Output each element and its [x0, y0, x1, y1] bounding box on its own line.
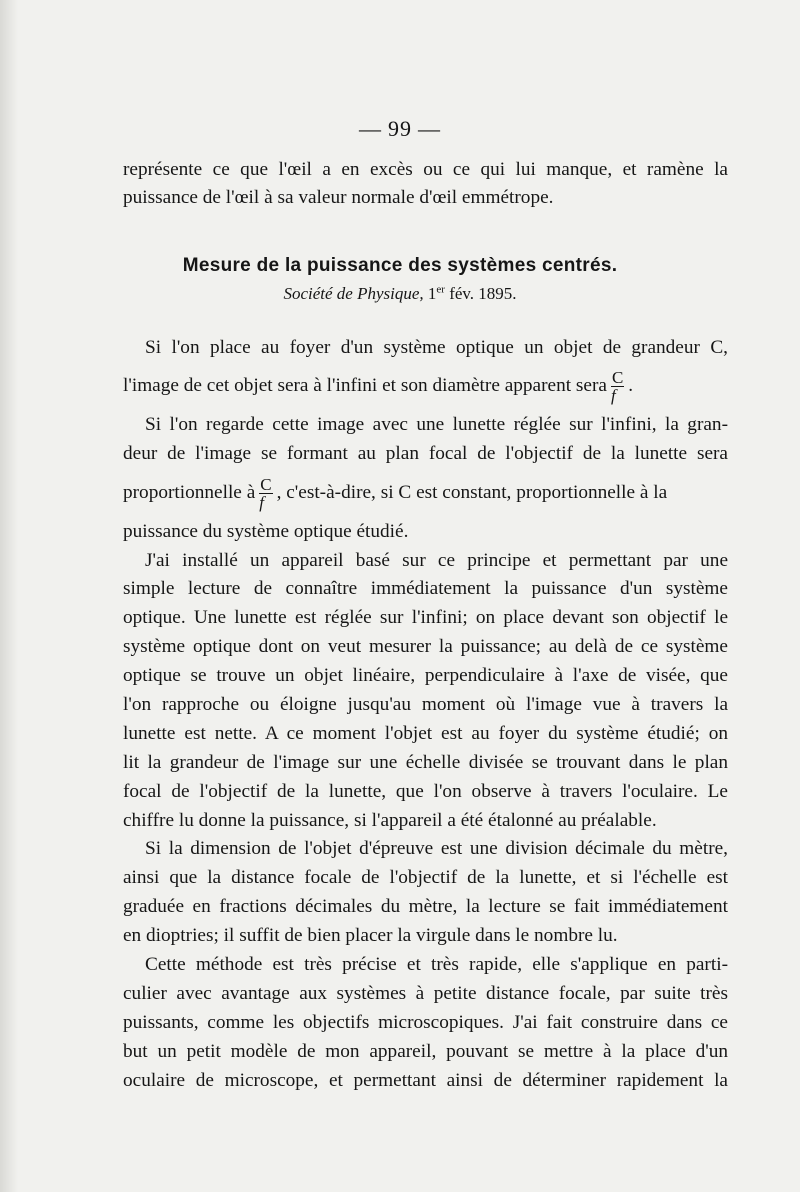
section-title: Mesure de la puissance des systèmes centrés. — [182, 255, 618, 276]
date-superscript: er — [436, 283, 445, 296]
text-line: Cette méthode est très précise et très rapide, elle s'applique en parti- — [145, 954, 728, 975]
text-line: culier avec avantage aux systèmes à petite distance focale, par suite très — [123, 983, 728, 1004]
text-line: focal de l'objectif de la lunette, que l'on observe à travers l'oculaire. Le — [123, 781, 728, 802]
text-line: deur de l'image se formant au plan focal de l'objectif de la lunette sera — [123, 443, 728, 464]
text-line: chiffre lu donne la puissance, si l'appareil a été étalonné au préalable. — [123, 810, 657, 831]
text-line: but un petit modèle de mon appareil, pouvant se mettre à la place d'un — [123, 1041, 728, 1062]
text-line: simple lecture de connaître immédiatement la puissance d'un système — [123, 578, 728, 599]
text-line: puissance du système optique étudié. — [123, 521, 409, 542]
text-line: lit la grandeur de l'image sur une échelle divisée se trouvant dans le plan — [123, 752, 728, 773]
text-line: système optique dont on veut mesurer la puissance; au delà de ce système — [123, 636, 728, 657]
text-line: optique. Une lunette est réglée sur l'infini; on place devant son objectif le — [123, 607, 728, 628]
text-line: Si l'on regarde cette image avec une lunette réglée sur l'infini, la gran- — [145, 414, 728, 435]
text-line: optique se trouve un objet linéaire, perpendiculaire à l'axe de visée, que — [123, 665, 728, 686]
section-source — [0, 284, 800, 304]
text-line: représente ce que l'œil a en excès ou ce qui lui manque, et ramène la — [123, 159, 728, 180]
fraction-c-over-f: $\frac{C}{f}$ — [259, 475, 272, 512]
text-line: l'on rapproche ou éloigne jusqu'au moment où l'image vue à travers la — [123, 694, 728, 715]
fraction-c-over-f: $\frac{C}{f}$ — [610, 368, 624, 405]
society-name: Société de Physique, — [283, 284, 424, 303]
text-line: lunette est nette. A ce moment l'objet est au foyer du système étudié; on — [123, 723, 728, 744]
text-line: puissance de l'œil à sa valeur normale d'œil emmétrope. — [123, 187, 554, 208]
text-line: J'ai installé un appareil basé sur ce principe et permettant par une — [145, 550, 728, 571]
date-rest: fév. 1895. — [449, 284, 517, 303]
text-line: puissants, comme les objectifs microscopiques. J'ai fait construire dans ce — [123, 1012, 728, 1033]
text-line-with-fraction: proportionnelle à $\frac{C}{f}$ , c'est-à-dire, si C est constant, proportionnelle à la — [123, 475, 668, 512]
text-line-with-fraction: l'image de cet objet sera à l'infini et son diamètre apparent sera $\frac{C}{f}$ . — [123, 368, 634, 405]
page-number: — 99 — — [359, 116, 441, 141]
text-line: oculaire de microscope, et permettant ainsi de déterminer rapidement la — [123, 1070, 728, 1091]
text-line: en dioptries; il suffit de bien placer la virgule dans le nombre lu. — [123, 925, 618, 946]
text-line: ainsi que la distance focale de l'objectif de la lunette, et si l'échelle est — [123, 867, 728, 888]
page-number-value: 99 — [388, 116, 412, 141]
text-line: Si la dimension de l'objet d'épreuve est une division décimale du mètre, — [145, 838, 728, 859]
text-line: graduée en fractions décimales du mètre, la lecture se fait immédiatement — [123, 896, 728, 917]
date-day: 1 — [427, 284, 437, 303]
text-line: Si l'on place au foyer d'un système optique un objet de grandeur C, — [145, 337, 728, 358]
